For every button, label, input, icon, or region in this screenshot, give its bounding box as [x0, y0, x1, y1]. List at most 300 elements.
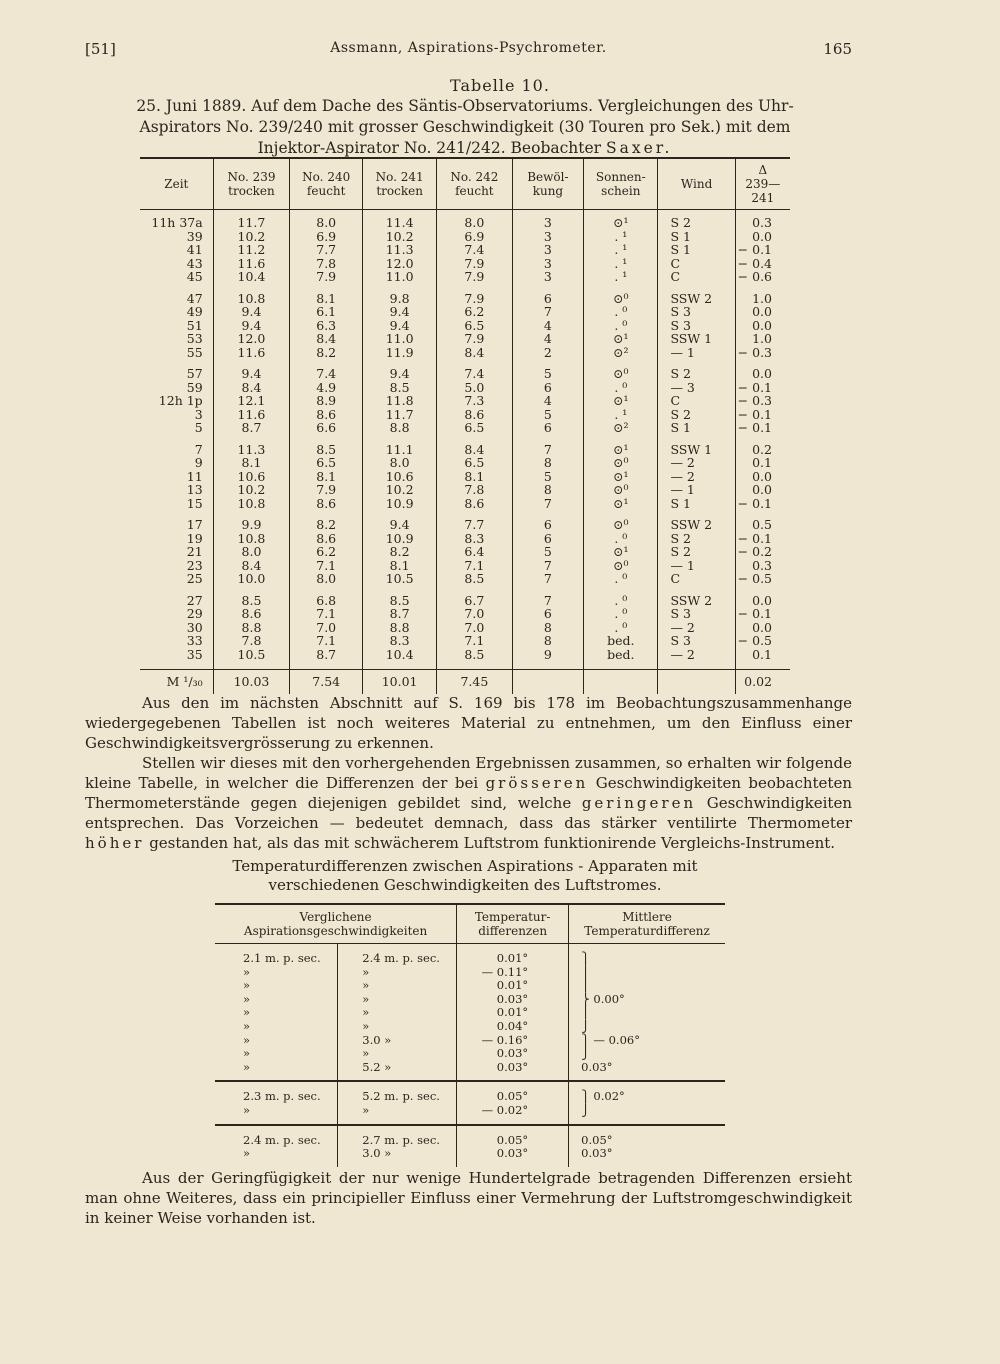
table2-cell: »: [338, 1006, 457, 1020]
table10-cell: 10.2: [213, 483, 290, 497]
table2-cell: 5.2 »: [338, 1061, 457, 1075]
table10-cell: 11: [186, 468, 203, 484]
table10-cell: 6.6: [290, 421, 363, 435]
table-row: [140, 257, 790, 271]
table-row: [140, 346, 790, 360]
table10-cell: 11.3: [213, 443, 290, 457]
table10-cell: 0.0: [735, 305, 790, 319]
table10-cell: 0.5: [735, 518, 790, 532]
table2-cell: 0.03°: [569, 1061, 725, 1075]
spacer-cell: [215, 1074, 338, 1081]
table10-cell: SSW 2: [658, 518, 735, 532]
table10-cell: 8.0: [363, 456, 437, 470]
table10-cell: ⊙¹: [584, 210, 658, 230]
table-row: [140, 572, 790, 586]
table10-cell: — 2: [658, 470, 735, 484]
table10-cell: 8.2: [290, 518, 363, 532]
table2-cell: — 0.02°: [457, 1104, 569, 1118]
table10-col-8: [735, 158, 790, 210]
table10-cell: 5: [512, 408, 584, 422]
table10-cell: 10.9: [363, 532, 437, 546]
table10-cell: 19: [186, 530, 203, 546]
table2-col-diffs: Temperatur-differenzen: [457, 904, 569, 944]
block-spacer-bottom: [215, 1074, 725, 1081]
table2-cell: ⎫ 0.02°: [569, 1090, 725, 1104]
table10-cell: 11.3: [363, 243, 437, 257]
table10-cell: . ¹: [584, 270, 658, 284]
table10-cell: 8.2: [363, 545, 437, 559]
p2-part-e: Geschwindigkeiten entsprechen. Das Vorzeichen — bedeutet demnach, dass das stärker ventilirte Thermometer: [85, 794, 852, 832]
table2-cell: »: [243, 1032, 251, 1047]
table10-cell: 8.7: [290, 648, 363, 662]
table10-cell: 55: [186, 344, 203, 360]
table10-cell: − 0.1: [735, 243, 790, 257]
table10-cell: 33: [186, 633, 203, 648]
table2-cell: 0.03°: [457, 993, 569, 1007]
table-row: [140, 497, 790, 511]
table10-cell: . ⁰: [584, 532, 658, 546]
table-row: [140, 559, 790, 573]
table10-cell: 7.1: [290, 607, 363, 621]
table10-cell: 9.4: [363, 367, 437, 381]
table10-cell: 7.9: [437, 257, 513, 271]
paragraph-3: [85, 1168, 852, 1228]
table10-cell: . ⁰: [584, 607, 658, 621]
table10-cell: 8.6: [290, 408, 363, 422]
table10-cell: . ⁰: [584, 621, 658, 635]
table10-cell: 8.8: [363, 621, 437, 635]
table10-cell: 6.1: [290, 305, 363, 319]
paragraph-3-text: Aus der Geringfügigkeit der nur wenige Hundertelgrade betragenden Differenzen ersieht man ohne Weiteres, dass ein principieller Einfluss einer Vermehrung der Luftstromgeschwindigkeit in keiner Weise vorhanden ist.: [85, 1169, 852, 1227]
table2-cell: »: [243, 991, 251, 1006]
table10-cell: 12.0: [213, 332, 290, 346]
table10-cell: 10.4: [213, 270, 290, 284]
table10-cell: 7.9: [290, 270, 363, 284]
table10-cell: 8.2: [290, 346, 363, 360]
table10-cell: . ⁰: [584, 572, 658, 586]
table-row: [140, 621, 790, 635]
table2-cell: 3.0 »: [338, 1034, 457, 1048]
table10-cell: 8.6: [213, 607, 290, 621]
table10-mean-cell: [584, 670, 658, 695]
spacer-cell: [569, 1161, 725, 1167]
table10-cell: − 0.6: [735, 270, 790, 284]
table10-cell: 6: [512, 607, 584, 621]
table10-col-label: No. 240: [302, 170, 351, 184]
p2-part-g: gestanden hat, als das mit schwächerem Luftstrom funktionirende Vergleichs-Instrument.: [149, 834, 836, 852]
table10-col-6: [584, 158, 658, 210]
table10-cell: 8: [512, 634, 584, 648]
table10-cell: — 2: [658, 648, 735, 662]
table10-cell: 8.0: [213, 545, 290, 559]
table10-cell: 43: [186, 255, 203, 271]
table10-cell: 6: [512, 421, 584, 435]
spacer-cell: [512, 661, 584, 670]
spacer-cell: [457, 1118, 569, 1125]
table2-cell: 2.4 m. p. sec.: [338, 952, 457, 966]
table-row: [140, 483, 790, 497]
table-row: [140, 243, 790, 257]
table10-cell: 39: [186, 228, 203, 244]
spacer-cell: [457, 1161, 569, 1167]
table10-cell: 8.5: [363, 594, 437, 608]
table2-cell: 0.05°: [569, 1134, 725, 1148]
table10-cell: 7.9: [437, 292, 513, 306]
table10-col-label: Zeit: [164, 177, 189, 191]
table10-cell: 3: [512, 210, 584, 230]
table10-cell: ⊙¹: [584, 545, 658, 559]
table10-cell: 1.0: [735, 292, 790, 306]
table10-cell: ⊙⁰: [584, 292, 658, 306]
table-row: [140, 367, 790, 381]
table10-cell: 11.8: [363, 394, 437, 408]
table10-cell: 12.0: [363, 257, 437, 271]
table10-cell: 2: [512, 346, 584, 360]
table10-col-0: [140, 158, 213, 210]
table2-cell: »: [243, 1059, 251, 1074]
table10-cell: 0.0: [735, 230, 790, 244]
table10-cell: 9.9: [213, 518, 290, 532]
table10-cell: 10.2: [363, 230, 437, 244]
table2-cell: 0.05°: [457, 1090, 569, 1104]
table10-cell: — 2: [658, 456, 735, 470]
table10-cell: 12.1: [213, 394, 290, 408]
table10-col-5: [512, 158, 584, 210]
table2-cell: — 0.16°: [457, 1034, 569, 1048]
table10-cell: 3: [512, 230, 584, 244]
table10-cell: S 2: [658, 210, 735, 230]
table10-cell: 4: [512, 394, 584, 408]
table10-cell: 23: [186, 557, 203, 573]
table10-cell: 8.8: [363, 421, 437, 435]
table10-title: Tabelle 10.: [450, 76, 550, 95]
table10-col-sublabel: feucht: [455, 184, 494, 198]
table-row: [140, 648, 790, 662]
table-row: [140, 532, 790, 546]
table10-cell: S 3: [658, 319, 735, 333]
table10-cell: 8: [512, 483, 584, 497]
table10-col-sublabel: trocken: [228, 184, 275, 198]
table10-cell: 0.3: [735, 210, 790, 230]
table10-cell: 8.6: [437, 408, 513, 422]
table2-cell: ⎪: [569, 966, 725, 980]
table10-col-label: Δ: [758, 163, 768, 177]
table10-cell: 7.8: [213, 634, 290, 648]
table10-cell: ⊙⁰: [584, 456, 658, 470]
table10-cell: ⊙⁰: [584, 559, 658, 573]
table-row: [215, 1047, 725, 1061]
table10-cell: 57: [186, 366, 203, 381]
table10-cell: 6.9: [290, 230, 363, 244]
table10-cell: 9: [512, 648, 584, 662]
table10-cell: S 1: [658, 243, 735, 257]
table10-cell: S 3: [658, 305, 735, 319]
table10-cell: 35: [186, 646, 203, 662]
table10-col-7: [658, 158, 735, 210]
table10-col-label: Bewöl-: [527, 170, 569, 184]
table10-mean-cell: 10.01: [363, 670, 437, 695]
table10-cell: 11.0: [363, 332, 437, 346]
table-row: [215, 1020, 725, 1034]
table2-cell: ⎭: [569, 1047, 725, 1061]
table10-cell: S 1: [658, 497, 735, 511]
page-number: 165: [823, 40, 852, 58]
table10-cell: 8.8: [213, 621, 290, 635]
table10-cell: 6.4: [437, 545, 513, 559]
table10-cell: 10.8: [213, 292, 290, 306]
table2-cell: ⎪: [569, 979, 725, 993]
table2-cell: »: [338, 966, 457, 980]
table2-cell: — 0.11°: [457, 966, 569, 980]
table-row: [140, 408, 790, 422]
table10-cell: ⊙¹: [584, 470, 658, 484]
table10-mean-cell: M ¹/₃₀: [140, 670, 213, 695]
table10-cell: 8.6: [437, 497, 513, 511]
table10-cell: 0.0: [735, 367, 790, 381]
table10-cell: 11.7: [363, 408, 437, 422]
table10-mean-cell: 10.03: [213, 670, 290, 695]
table10-cell: 7: [512, 572, 584, 586]
table2-cell: ⎫: [569, 952, 725, 966]
table10-cell: − 0.1: [735, 421, 790, 435]
table10-cell: 11.6: [213, 408, 290, 422]
table10-cell: S 2: [658, 532, 735, 546]
table10-cell: 7: [512, 305, 584, 319]
table10-cell: 7.8: [290, 257, 363, 271]
table10-cell: ⊙²: [584, 421, 658, 435]
table-row: [140, 607, 790, 621]
table10-cell: 8.5: [213, 594, 290, 608]
table10-cell: 30: [186, 619, 203, 635]
table10-cell: 8.4: [437, 346, 513, 360]
table10-cell: 8.1: [437, 470, 513, 484]
table10-cell: 10.5: [213, 648, 290, 662]
table2-col-mean: Mittlere Temperaturdifferenz: [569, 904, 725, 944]
table2-cell: »: [243, 1146, 251, 1161]
table10-cell: 27: [186, 592, 203, 608]
table10-cell: 11.2: [213, 243, 290, 257]
table-row: [140, 443, 790, 457]
table10-cell: − 0.1: [735, 381, 790, 395]
table10-cell: 6.5: [437, 421, 513, 435]
table2-cell: »: [338, 1104, 457, 1118]
table10-cell: SSW 2: [658, 594, 735, 608]
table10-header-row: [140, 158, 790, 210]
table10-cell: 8.1: [290, 292, 363, 306]
table10-cell: 6: [512, 381, 584, 395]
table10-cell: 25: [186, 571, 203, 586]
table10-cell: 8: [512, 621, 584, 635]
table10-cell: − 0.1: [735, 532, 790, 546]
table10-cell: 3: [512, 257, 584, 271]
table10-cell: 7: [194, 441, 203, 457]
table10-cell: 6.5: [290, 456, 363, 470]
table10-col-sublabel: trocken: [376, 184, 423, 198]
table10-cell: ⊙¹: [584, 497, 658, 511]
table10-cell: − 0.5: [735, 572, 790, 586]
table10-cell: S 3: [658, 607, 735, 621]
p2-emph-geringeren: geringeren: [581, 794, 697, 812]
spacer-cell: [338, 1161, 457, 1167]
table10-cell: 10.0: [213, 572, 290, 586]
table10-cell: S 2: [658, 367, 735, 381]
table10-cell: 7.7: [290, 243, 363, 257]
running-title: Assmann, Aspirations-Psychrometer.: [330, 40, 607, 56]
table10-cell: S 1: [658, 421, 735, 435]
table10-cell: 7.9: [437, 270, 513, 284]
table2-cell: ⎫ — 0.06°: [569, 1034, 725, 1048]
table10-cell: 10.4: [363, 648, 437, 662]
table10-cell: 53: [186, 331, 203, 346]
table10-cell: 11.7: [213, 210, 290, 230]
table10-caption-text: 25. Juni 1889. Auf dem Dache des Säntis-Observatoriums. Vergleichungen des Uhr-Aspirators No. 239/240 mit grosser Geschwindigkeit (30 Touren pro Sek.) mit dem Injektor-Aspirator No. 241/242. Beobachter: [136, 97, 794, 157]
table10-cell: 5: [512, 545, 584, 559]
table10-cell: 8.5: [437, 648, 513, 662]
table2-cell: 0.01°: [457, 952, 569, 966]
table10-cell: ⊙⁰: [584, 367, 658, 381]
table10-cell: 3: [512, 270, 584, 284]
table10-cell: 11.6: [213, 346, 290, 360]
table10-cell: ⊙¹: [584, 394, 658, 408]
table10-cell: 0.0: [735, 319, 790, 333]
table2-cell: 0.03°: [457, 1061, 569, 1075]
table10-cell: 8.5: [437, 572, 513, 586]
table10-cell: 7.4: [437, 367, 513, 381]
table10-cell: 7.1: [290, 559, 363, 573]
spacer-cell: [457, 1074, 569, 1081]
table10-cell: 7.4: [290, 367, 363, 381]
table-row: [140, 470, 790, 484]
table2-cell: 2.3 m. p. sec.: [243, 1089, 321, 1104]
table-row: [215, 979, 725, 993]
spacer-cell: [584, 661, 658, 670]
table10-cell: 7.0: [437, 607, 513, 621]
table2-cell: 0.03°: [457, 1047, 569, 1061]
table2-cell: ⎭: [569, 1104, 725, 1118]
table10-cell: 12h 1p: [158, 393, 203, 408]
table10-mean-cell: [512, 670, 584, 695]
table10-cell: ⊙¹: [584, 443, 658, 457]
spacer-cell: [213, 661, 290, 670]
table10-cell: 8.1: [363, 559, 437, 573]
table10-cell: 49: [186, 304, 203, 319]
table10-cell: 8.7: [363, 607, 437, 621]
table10-cell: C: [658, 572, 735, 586]
table10-col-label: No. 241: [375, 170, 424, 184]
table10-cell: S 2: [658, 408, 735, 422]
table10-cell: − 0.5: [735, 634, 790, 648]
table10-cell: — 1: [658, 346, 735, 360]
paragraph-1-text: Aus den im nächsten Abschnitt auf S. 169 bis 178 im Beobachtungszusammenhange wiedergegebenen Tabellen ist noch weiteres Material zu entnehmen, um den Einfluss einer Geschwindigkeitsvergrösserung zu erkennen.: [85, 694, 852, 752]
table10-cell: 8.6: [290, 532, 363, 546]
table2-cell: 5.2 m. p. sec.: [338, 1090, 457, 1104]
table10-cell: − 0.4: [735, 257, 790, 271]
table10-cell: 6.7: [437, 594, 513, 608]
spacer-cell: [569, 944, 725, 953]
table10-cell: — 2: [658, 621, 735, 635]
table-row: [215, 1147, 725, 1161]
table10-mean-cell: 0.02: [735, 670, 790, 695]
table-row: [215, 993, 725, 1007]
table10-cell: 7.0: [290, 621, 363, 635]
table10-cell: 8.4: [290, 332, 363, 346]
table10-col-sublabel: schein: [601, 184, 641, 198]
table-row: [140, 634, 790, 648]
table10-cell: 7: [512, 443, 584, 457]
section-number: [51]: [85, 40, 116, 58]
table10-cell: 9.8: [363, 292, 437, 306]
table2-cell: »: [243, 1018, 251, 1033]
table10-cell: 59: [186, 379, 203, 395]
paragraph-2-text: [85, 753, 852, 853]
table10-cell: 0.2: [735, 443, 790, 457]
spacer-cell: [363, 661, 437, 670]
table10-cell: 11.0: [363, 270, 437, 284]
spacer-cell: [735, 661, 790, 670]
table10-cell: 7: [512, 594, 584, 608]
table10-cell: — 1: [658, 559, 735, 573]
table10-cell: . ¹: [584, 408, 658, 422]
table10-cell: − 0.1: [735, 408, 790, 422]
table10-cell: 9.4: [363, 518, 437, 532]
table10-cell: 7.1: [290, 634, 363, 648]
table2-cell: »: [243, 978, 251, 993]
table10-cell: 45: [186, 269, 203, 284]
table-row: [140, 270, 790, 284]
table10-cell: 6.3: [290, 319, 363, 333]
table10-cell: SSW 1: [658, 443, 735, 457]
table10-mean-cell: 7.45: [437, 670, 513, 695]
table10-cell: 7: [512, 559, 584, 573]
table10-col-1: [213, 158, 290, 210]
table10-cell: 8.4: [437, 443, 513, 457]
table2-cell: »: [338, 1047, 457, 1061]
table10-cell: ⊙¹: [584, 332, 658, 346]
table10-cell: 29: [186, 606, 203, 621]
table10-cell: 4: [512, 332, 584, 346]
table10-cell: 8.5: [363, 381, 437, 395]
table2-cell: »: [338, 993, 457, 1007]
spacer-cell: [437, 661, 513, 670]
table10-body: [140, 210, 790, 695]
table10-cell: 7.9: [290, 483, 363, 497]
table10-col-4: [437, 158, 513, 210]
table10-cell: 0.0: [735, 621, 790, 635]
table10-col-sublabel: feucht: [306, 184, 346, 198]
table10-cell: 8.0: [437, 210, 513, 230]
table2-cell: »: [243, 1005, 251, 1020]
table10-cell: 6.5: [437, 319, 513, 333]
table10-cell: 3: [512, 243, 584, 257]
table10-cell: 8.1: [290, 470, 363, 484]
table2-cell: ⎬ 0.00°: [569, 993, 725, 1007]
spacer-cell: [338, 1074, 457, 1081]
table10-cell: 11.1: [363, 443, 437, 457]
table2: [215, 903, 725, 1167]
spacer-cell: [338, 1118, 457, 1125]
spacer-cell: [290, 661, 363, 670]
table10-cell: 10.8: [213, 497, 290, 511]
paragraph-1: [85, 693, 852, 753]
paragraph-2: [85, 753, 852, 853]
table10-cell: 17: [186, 517, 203, 532]
table2-body: [215, 944, 725, 1167]
table10-cell: 10.6: [363, 470, 437, 484]
table10-cell: S 2: [658, 545, 735, 559]
table10-cell: 3: [194, 406, 203, 422]
table10-mean-row: [140, 670, 790, 695]
table-row: [140, 210, 790, 230]
